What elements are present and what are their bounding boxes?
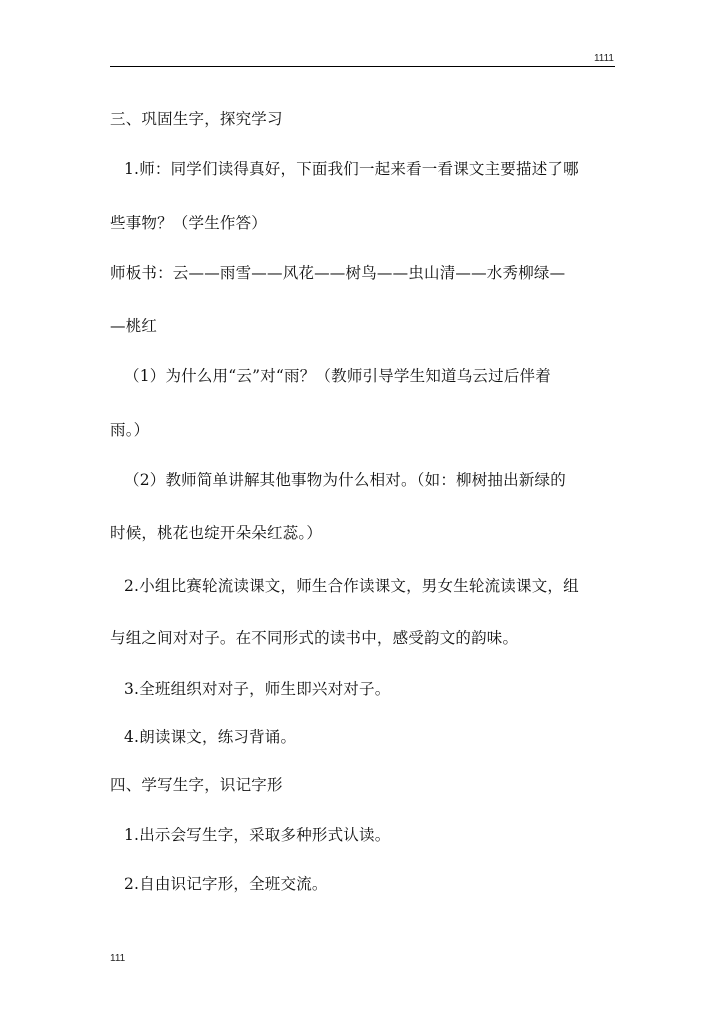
- paragraph-line: 4.朗读课文，练习背诵。: [124, 728, 297, 746]
- paragraph-line: 时候，桃花也绽开朵朵红蕊。）: [110, 524, 323, 542]
- paragraph-line: 1.出示会写生字，采取多种形式认读。: [124, 826, 391, 844]
- paragraph-line: 2.小组比赛轮流读课文，师生合作读课文，男女生轮流读课文，组: [124, 577, 579, 595]
- paragraph-line: （1）为什么用“云”对“雨？（教师引导学生知道乌云过后伴着: [124, 367, 551, 385]
- footer-page-number: 111: [110, 953, 126, 964]
- paragraph-line: 3.全班组织对对子，师生即兴对对子。: [124, 680, 391, 698]
- paragraph-line: 些事物？（学生作答）: [110, 214, 268, 232]
- paragraph-line: 雨。）: [110, 421, 150, 439]
- paragraph-line: （2）教师简单讲解其他事物为什么相对。（如：柳树抽出新绿的: [124, 471, 566, 489]
- header-rule: [110, 66, 615, 67]
- section-heading: 三、巩固生字，探究学习: [110, 110, 283, 128]
- section-heading: 四、学写生字，识记字形: [110, 776, 283, 794]
- paragraph-line: 1.师：同学们读得真好，下面我们一起来看一看课文主要描述了哪: [124, 160, 579, 178]
- header-page-number: 1111: [593, 53, 614, 64]
- paragraph-line: 与组之间对对子。在不同形式的读书中，感受韵文的韵味。: [110, 629, 519, 647]
- paragraph-line: 师板书：云——雨雪——风花——树鸟——虫山清——水秀柳绿—: [110, 264, 566, 282]
- paragraph-line: —桃红: [110, 317, 158, 335]
- paragraph-line: 2.自由识记字形，全班交流。: [124, 875, 328, 893]
